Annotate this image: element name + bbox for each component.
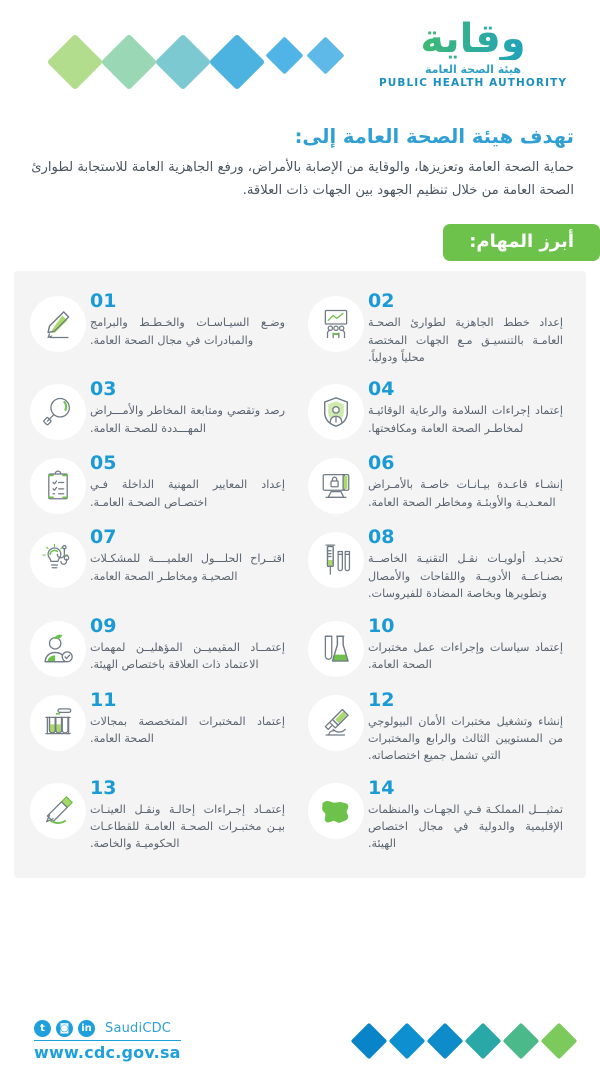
task-item-08 <box>300 521 578 609</box>
footer-social-block <box>34 1020 181 1062</box>
task-text-block <box>364 688 570 765</box>
task-item-07 <box>22 521 300 595</box>
tasks-banner-wrap <box>0 224 600 261</box>
flask-tube-icon <box>308 621 364 677</box>
diamond-6 <box>47 34 104 91</box>
linkedin-icon[interactable]: in <box>78 1020 95 1037</box>
task-number: 07 <box>90 526 117 549</box>
header-diamond-strip <box>55 42 339 82</box>
task-description: تحديـد أولويـات نقـل التقنيـة الخاصــة بصنـاعــة الأدويــة واللقاحات والأمصال وتطويرها وبخاصة المضادة للفيروسات. <box>368 552 563 601</box>
pencil-icon <box>30 296 86 352</box>
diamond-2 <box>265 36 303 74</box>
task-description: إعتماد سياسات وإجراءات عمل مختبرات الصحة العامة. <box>368 640 563 671</box>
intro-title: تهدف هيئة الصحة العامة إلى: <box>294 125 574 148</box>
logo-arabic-subtitle: هيئة الصحة العامة <box>425 63 521 76</box>
tasks-banner-label: أبرز المهام: <box>443 224 600 261</box>
task-number: 13 <box>90 776 117 799</box>
page-header <box>0 0 600 115</box>
diamond-5 <box>101 34 158 91</box>
task-description: إنشاء وتشغيل مختبرات الأمان البيولوجي من المستويين الثالث والرابع والمختبرات التي تشمل جميع اختصاصاته. <box>368 714 563 763</box>
task-number: 14 <box>368 776 395 799</box>
task-number: 06 <box>368 452 395 475</box>
task-text-block <box>86 528 292 585</box>
lightbulb-stethoscope-icon <box>30 532 86 588</box>
task-text-block <box>86 292 292 349</box>
task-text-block <box>364 454 570 511</box>
task-number: 12 <box>368 688 395 711</box>
task-item-11 <box>22 684 300 758</box>
tasks-row <box>22 285 578 373</box>
task-description: إنشـاء قاعـدة بيـانـات خاصـة بالأمـراض المعـديـة والأوبئـة ومخاطر الصحة العامة. <box>368 478 563 509</box>
task-description: إعتمــاد المقيميــن المؤهليــن لمهمات الاعتماد ذات العلاقة باختصاص الهيئة. <box>90 640 285 671</box>
task-number: 11 <box>90 688 117 711</box>
dropper-pipette-icon <box>30 783 86 839</box>
footer-diamond-3 <box>427 1023 464 1060</box>
task-text-block <box>86 614 292 674</box>
task-description: رصد وتقصي ومتابعة المخاطر والأمـــراض المهـــددة للصحـة العامة. <box>90 404 285 435</box>
task-description: تمثيـــل المملكـة فـي الجهـات والمنظمات الإقليمية والدولية في مجال اختصاص الهيئة. <box>368 802 563 851</box>
saudi-map-icon <box>308 783 364 839</box>
magnifier-icon <box>30 384 86 440</box>
task-text-block <box>364 380 570 437</box>
task-item-05 <box>22 447 300 521</box>
task-description: إعتماد المختبرات المتخصصة بمجالات الصحة العامة. <box>90 714 285 745</box>
tasks-row <box>22 772 578 860</box>
clipboard-checklist-icon <box>30 458 86 514</box>
footer-diamond-strip <box>356 1028 572 1054</box>
task-text-block <box>86 688 292 748</box>
tasks-row <box>22 610 578 684</box>
task-text-block <box>364 528 570 602</box>
footer-diamond-5 <box>503 1023 540 1060</box>
diamond-3 <box>209 34 266 91</box>
tasks-row <box>22 684 578 772</box>
presentation-board-icon <box>308 296 364 352</box>
task-number: 04 <box>368 378 395 401</box>
task-item-04 <box>300 373 578 447</box>
diamond-1 <box>306 36 344 74</box>
microscope-icon <box>308 695 364 751</box>
tasks-row <box>22 447 578 521</box>
task-item-13 <box>22 772 300 860</box>
twitter-icon[interactable]: t <box>34 1020 51 1037</box>
diamond-4 <box>155 34 212 91</box>
intro-section <box>0 115 600 202</box>
task-item-09 <box>22 610 300 684</box>
footer-diamond-4 <box>465 1023 502 1060</box>
task-description: إعتمـاد إجـراءات إحالـة ونقـل العينـات بيـن مختبـرات الصحـة العامـة للقطاعـات الحكوميـة والخاصة. <box>90 802 285 851</box>
syringe-vials-icon <box>308 532 364 588</box>
test-tube-rack-icon <box>30 695 86 751</box>
task-text-block <box>86 776 292 853</box>
verified-person-icon <box>30 621 86 677</box>
task-item-03 <box>22 373 300 447</box>
task-item-14 <box>300 772 578 860</box>
task-number: 08 <box>368 526 395 549</box>
intro-body: حماية الصحة العامة وتعزيزها، والوقاية من الإصابة بالأمراض، ورفع الجاهزية العامة للاستجابة لطوارئ الصحة العامة من خلال تنظيم الجهود بين الجهات ذات العلاقة. <box>31 160 574 198</box>
footer-diamond-2 <box>389 1023 426 1060</box>
task-description: إعتماد إجراءات السلامة والرعاية الوقائيـة لمخاطـر الصحة العامة ومكافحتها. <box>368 404 563 435</box>
logo-english-subtitle: PUBLIC HEALTH AUTHORITY <box>378 77 568 89</box>
social-links-row <box>34 1020 181 1037</box>
task-item-12 <box>300 684 578 772</box>
task-text-block <box>364 292 570 366</box>
task-item-10 <box>300 610 578 684</box>
task-number: 09 <box>90 614 117 637</box>
database-lock-icon <box>308 458 364 514</box>
task-item-06 <box>300 447 578 521</box>
organization-logo <box>368 18 578 89</box>
footer-diamond-1 <box>351 1023 388 1060</box>
task-number: 02 <box>368 290 395 313</box>
tasks-grid <box>14 271 586 877</box>
task-number: 10 <box>368 614 395 637</box>
tasks-row <box>22 521 578 609</box>
task-description: إعداد المعايير المهنية الداخلة فـي اختصـاص الصحـة العامـة. <box>90 478 285 509</box>
task-description: إعداد خطط الجاهزية لطوارئ الصحـة العامـة بالتنسيـق مـع الجهات المختصة محلياً ودولياً. <box>368 316 563 365</box>
website-url[interactable]: www.cdc.gov.sa <box>34 1040 181 1062</box>
instagram-icon[interactable]: ◙ <box>56 1020 73 1037</box>
shield-person-icon <box>308 384 364 440</box>
tasks-row <box>22 373 578 447</box>
task-number: 03 <box>90 378 117 401</box>
task-number: 01 <box>90 290 117 313</box>
task-text-block <box>364 776 570 853</box>
task-item-01 <box>22 285 300 359</box>
page-footer <box>0 1000 600 1082</box>
task-number: 05 <box>90 452 117 475</box>
social-handle: SaudiCDC <box>105 1021 172 1036</box>
task-item-02 <box>300 285 578 373</box>
task-text-block <box>364 614 570 674</box>
footer-diamond-6 <box>541 1023 578 1060</box>
task-text-block <box>86 380 292 437</box>
task-description: اقتــراح الحلـــول العلميــــة للمشكـلات الصحيـة ومخاطـر الصحة العامة. <box>90 552 285 583</box>
task-text-block <box>86 454 292 511</box>
task-description: وضـع السيـاسـات والخـطـط والبرامج والمبادرات في مجال الصحة العامة. <box>90 316 285 347</box>
logo-arabic-wordmark: وقاية <box>368 18 578 60</box>
